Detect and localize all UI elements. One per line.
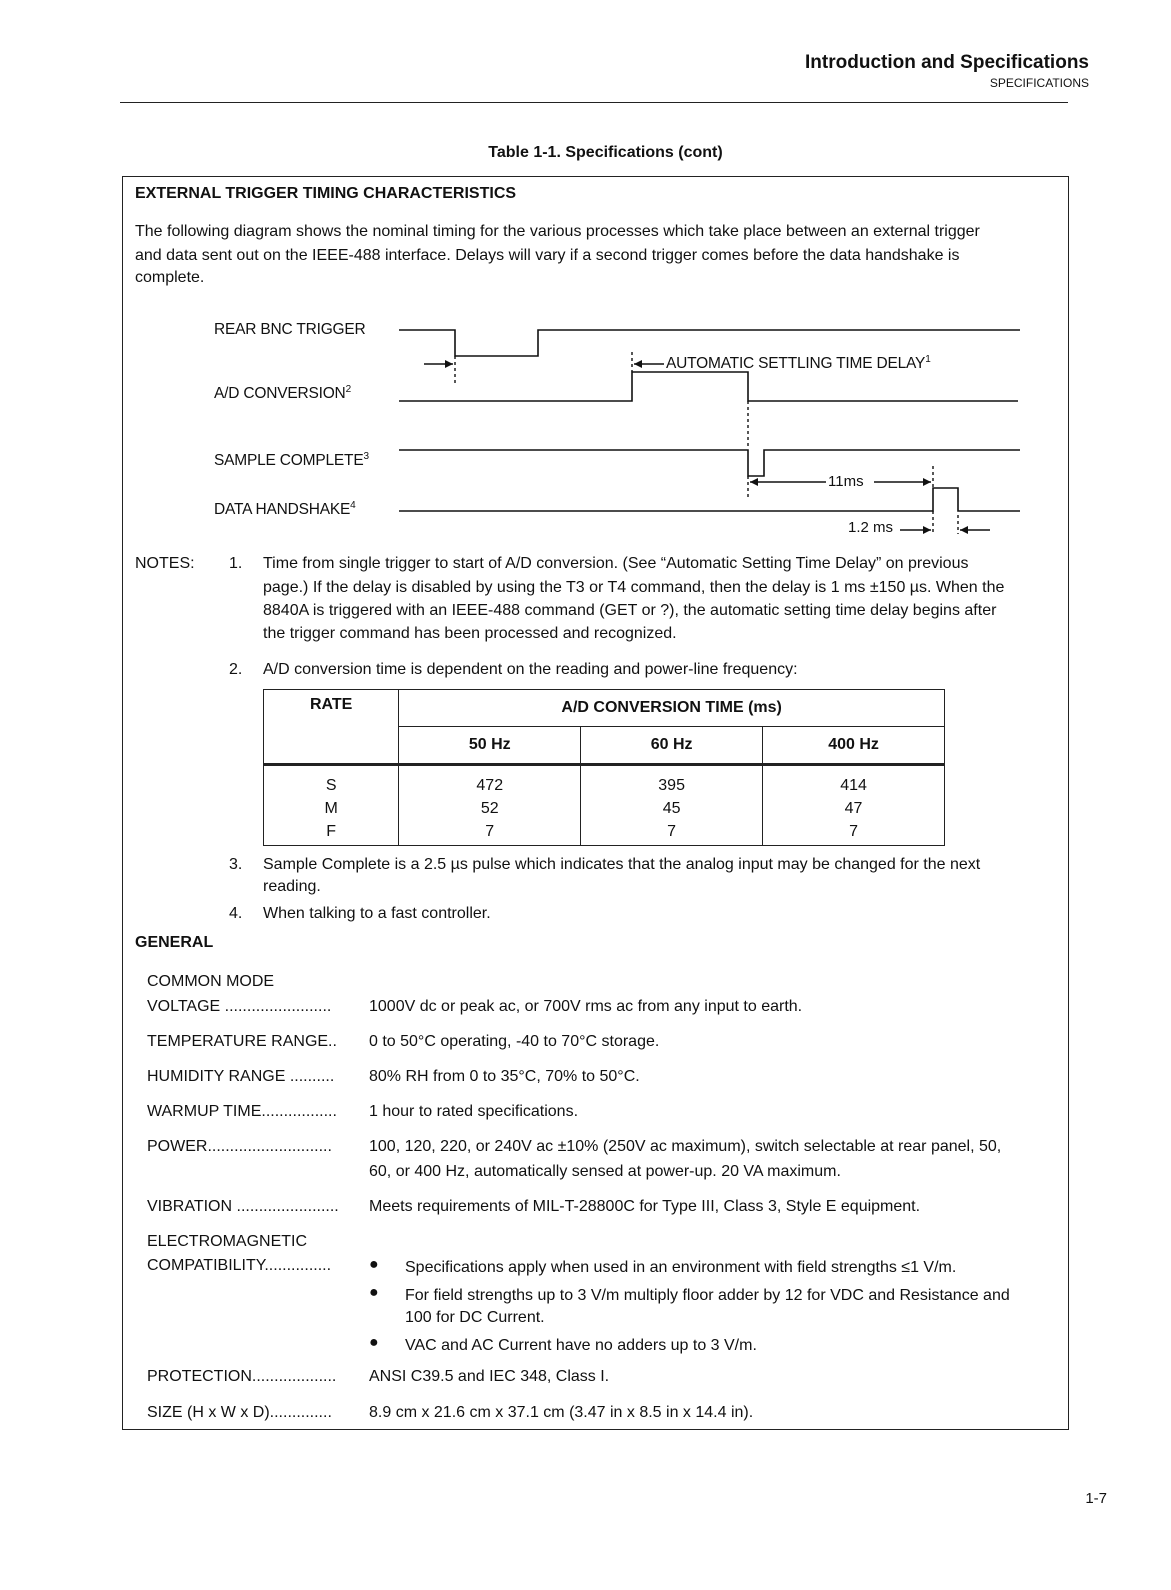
note-1-line-2: page.) If the delay is disabled by using the T3 or T4 command, then the delay is 1 ms ±150 µs. When the: [263, 579, 1005, 596]
signal-label-sample-complete: SAMPLE COMPLETE$^3$: [214, 451, 369, 470]
note-1-number: 1.: [229, 555, 243, 572]
col-50hz: [399, 765, 581, 846]
spec-label-vibration: VIBRATION .......................: [147, 1198, 339, 1215]
waveform-rear-bnc-trigger: [399, 330, 1020, 356]
table-cell: 45: [662, 800, 681, 817]
table-cell: 7: [667, 823, 677, 840]
spec-value-protection: ANSI C39.5 and IEC 348, Class I.: [369, 1368, 610, 1385]
trigger-intro-line-3: complete.: [135, 269, 205, 286]
spec-value-emc-bullet-2-line-1: For field strengths up to 3 V/m multiply floor adder by 12 for VDC and Resistance and: [405, 1287, 1010, 1304]
bullet-icon: ●: [369, 1284, 379, 1301]
col-60hz: [581, 765, 763, 846]
table-row: S: [325, 777, 337, 794]
conversion-group-header: A/D CONVERSION TIME (ms): [399, 690, 945, 727]
conversion-time-table: [263, 689, 945, 846]
trigger-intro-line-2: and data sent out on the IEEE-488 interface. Delays will vary if a second trigger comes before the data handshake is: [135, 247, 960, 264]
spec-value-voltage: 1000V dc or peak ac, or 700V rms ac from any input to earth.: [369, 998, 803, 1015]
spec-label-emc-top: ELECTROMAGNETIC: [147, 1233, 308, 1250]
header-title: Introduction and Specifications: [805, 52, 1089, 73]
spec-value-size: 8.9 cm x 21.6 cm x 37.1 cm (3.47 in x 8.5 in x 14.4 in).: [369, 1404, 754, 1421]
table-cell: 414: [840, 777, 867, 794]
table-cell: 395: [658, 777, 685, 794]
spec-label-common-mode-top: COMMON MODE: [147, 973, 275, 990]
spec-value-emc-bullet-2-line-2: 100 for DC Current.: [405, 1309, 545, 1326]
signal-label-data-handshake: DATA HANDSHAKE$^4$: [214, 500, 356, 519]
trigger-section-heading: EXTERNAL TRIGGER TIMING CHARACTERISTICS: [135, 185, 517, 202]
bullet-icon: ●: [369, 1256, 379, 1273]
spec-label-voltage: VOLTAGE ........................: [147, 998, 332, 1015]
header-subtitle: SPECIFICATIONS: [989, 76, 1089, 90]
page-number: 1-7: [1085, 1490, 1107, 1507]
spec-label-temperature: TEMPERATURE RANGE..: [147, 1033, 337, 1050]
trigger-intro-line-1: The following diagram shows the nominal timing for the various processes which take place between an external trigger: [135, 223, 980, 240]
spec-value-power-line-2: 60, or 400 Hz, automatically sensed at power-up. 20 VA maximum.: [369, 1163, 841, 1180]
signal-label-ad-conversion: A/D CONVERSION$^2$: [214, 384, 351, 403]
spec-label-humidity: HUMIDITY RANGE ..........: [147, 1068, 335, 1085]
bullet-icon: ●: [369, 1334, 379, 1351]
rate-header: RATE: [264, 690, 399, 765]
freq-header-400hz: 400 Hz: [763, 727, 945, 765]
spec-label-protection: PROTECTION...................: [147, 1368, 337, 1385]
spec-label-emc: COMPATIBILITY...............: [147, 1257, 332, 1274]
spec-value-humidity: 80% RH from 0 to 35°C, 70% to 50°C.: [369, 1068, 640, 1085]
col-400hz: [763, 765, 945, 846]
table-cell: 47: [844, 800, 863, 817]
annotation-11ms: 11ms: [828, 473, 864, 490]
spec-label-size: SIZE (H x W x D)..............: [147, 1404, 332, 1421]
table-title: Table 1-1. Specifications (cont): [488, 144, 723, 161]
note-1-line-4: the trigger command has been processed and recognized.: [263, 625, 677, 642]
waveform-sample-complete: [399, 450, 1020, 476]
waveform-ad-conversion: [399, 372, 1018, 401]
spec-value-temperature: 0 to 50°C operating, -40 to 70°C storage.: [369, 1033, 660, 1050]
note-4-line-1: When talking to a fast controller.: [263, 905, 491, 922]
spec-value-power-line-1: 100, 120, 220, or 240V ac ±10% (250V ac maximum), switch selectable at rear panel, 50,: [369, 1138, 1002, 1155]
table-row: M: [324, 800, 338, 817]
note-2-line-1: A/D conversion time is dependent on the reading and power-line frequency:: [263, 661, 798, 678]
note-1-line-1: Time from single trigger to start of A/D conversion. (See “Automatic Setting Time Delay” on previous: [263, 555, 969, 572]
table-cell: 7: [485, 823, 495, 840]
table-cell: 7: [849, 823, 858, 840]
table-cell: 52: [480, 800, 499, 817]
general-heading: GENERAL: [135, 934, 214, 951]
note-4-number: 4.: [229, 905, 243, 922]
waveform-data-handshake: [399, 488, 1020, 511]
spec-value-emc-bullet-3: VAC and AC Current have no adders up to 3 V/m.: [405, 1337, 757, 1354]
signal-label-rear-bnc-trigger: REAR BNC TRIGGER: [214, 321, 366, 339]
spec-value-vibration: Meets requirements of MIL-T-28800C for Type III, Class 3, Style E equipment.: [369, 1198, 921, 1215]
freq-header-60hz: 60 Hz: [581, 727, 763, 765]
annotation-settling-delay: AUTOMATIC SETTLING TIME DELAY$^1$: [666, 354, 931, 373]
table-cell: 472: [476, 777, 504, 794]
spec-value-warmup: 1 hour to rated specifications.: [369, 1103, 579, 1120]
note-3-number: 3.: [229, 856, 243, 873]
spec-label-power: POWER............................: [147, 1138, 332, 1155]
note-2-number: 2.: [229, 661, 243, 678]
rate-column: [264, 765, 399, 846]
note-3-line-1: Sample Complete is a 2.5 µs pulse which indicates that the analog input may be changed for the next: [263, 856, 981, 873]
table-row: F: [326, 823, 337, 840]
note-1-line-3: 8840A is triggered with an IEEE-488 command (GET or ?), the automatic setting time delay begins after: [263, 602, 997, 619]
note-3-line-2: reading.: [263, 878, 321, 895]
spec-label-warmup: WARMUP TIME.................: [147, 1103, 337, 1120]
spec-value-emc-bullet-1: Specifications apply when used in an environment with field strengths ≤1 V/m.: [405, 1259, 957, 1276]
annotation-1-2ms: 1.2 ms: [848, 519, 894, 536]
notes-label: NOTES:: [135, 555, 195, 572]
freq-header-50hz: 50 Hz: [399, 727, 581, 765]
